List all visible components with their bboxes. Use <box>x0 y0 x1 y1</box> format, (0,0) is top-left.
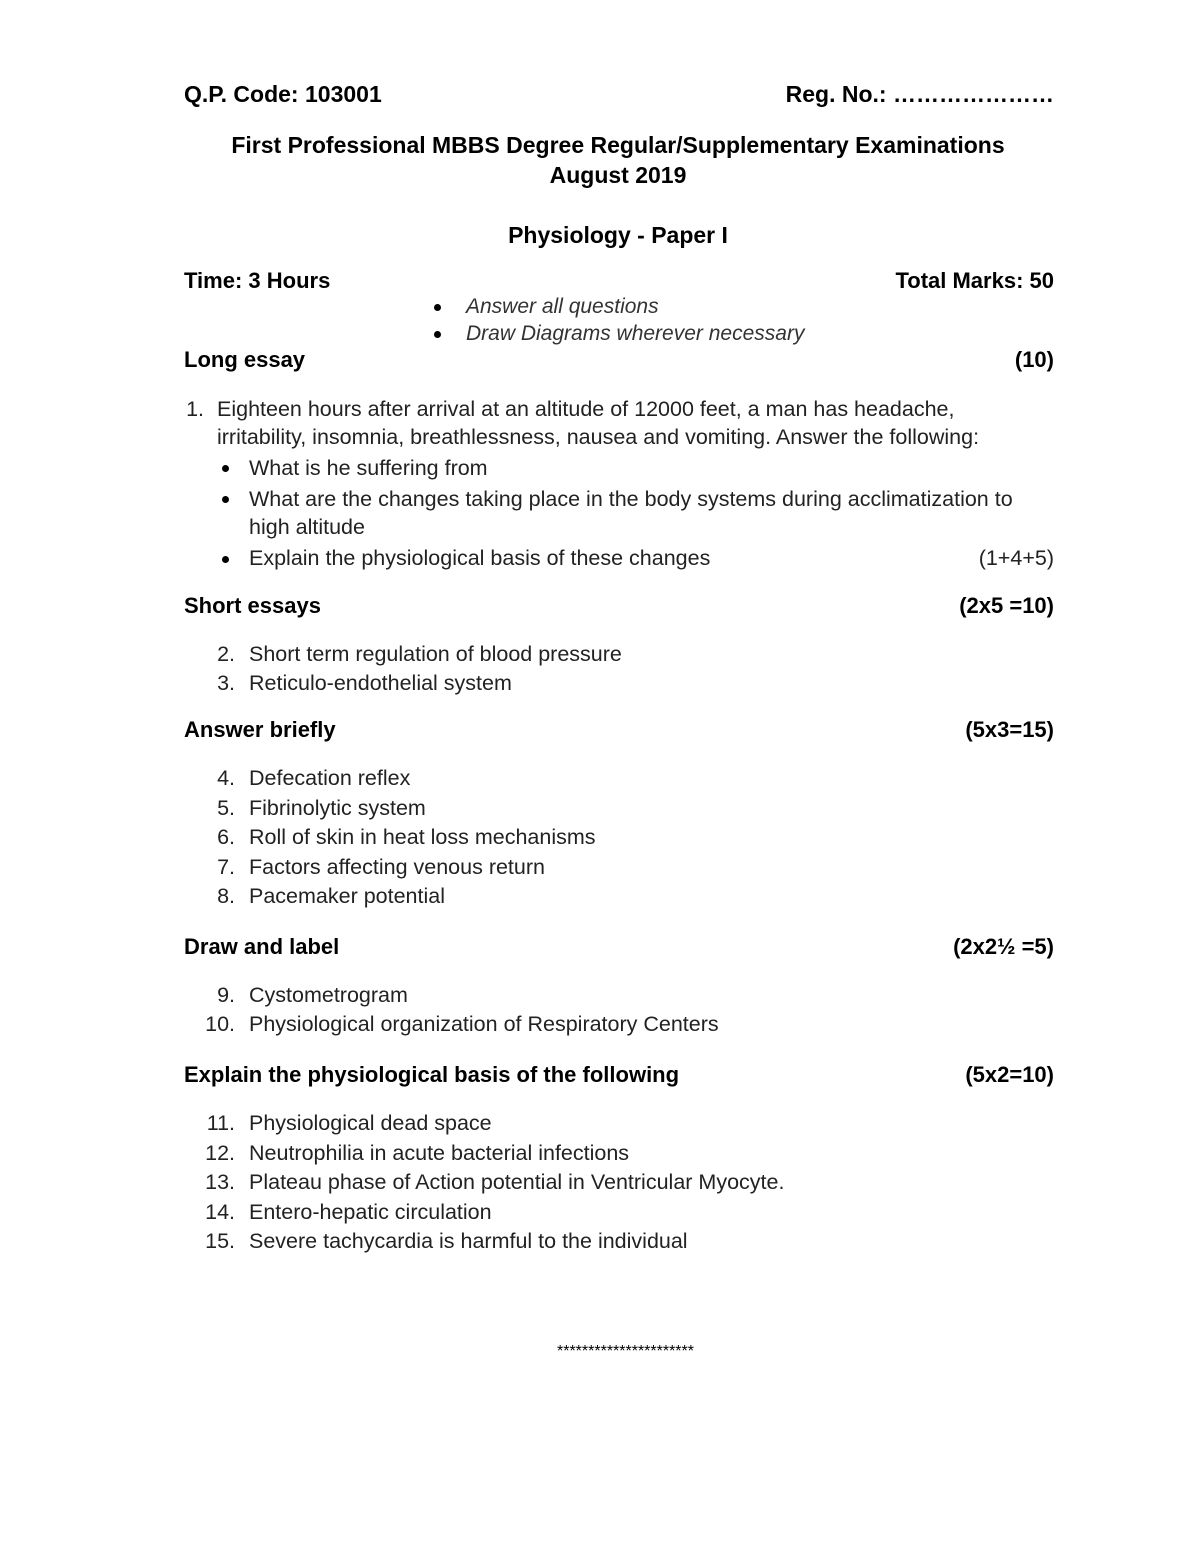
question-text: Physiological dead space <box>249 1111 492 1135</box>
question-number: 6. <box>217 825 235 849</box>
question-number: 15. <box>205 1229 235 1253</box>
question-number: 10. <box>205 1012 235 1036</box>
question-text: Neutrophilia in acute bacterial infections <box>249 1141 630 1165</box>
question-text: Entero-hepatic circulation <box>249 1200 492 1224</box>
exam-date: August 2019 <box>549 162 687 188</box>
question-number: 8. <box>217 884 235 908</box>
sub-question: What are the changes taking place in the body systems during acclimatization to <box>249 487 1013 511</box>
question-text: Cystometrogram <box>249 983 408 1007</box>
question-number: 11. <box>206 1111 235 1135</box>
question-text: Pacemaker potential <box>249 884 445 908</box>
time-label: Time: 3 Hours <box>184 268 331 293</box>
question-text: Short term regulation of blood pressure <box>249 642 622 666</box>
bullet-icon <box>222 556 229 563</box>
total-marks: Total Marks: 50 <box>895 268 1054 293</box>
section-heading: Answer briefly <box>184 717 336 742</box>
question-number: 7. <box>217 855 235 879</box>
question-text: Factors affecting venous return <box>249 855 545 879</box>
question-text: Fibrinolytic system <box>249 796 426 820</box>
section-heading: Short essays <box>184 593 321 618</box>
exam-title: First Professional MBBS Degree Regular/Supplementary Examinations <box>231 132 1005 158</box>
question-number: 5. <box>217 796 235 820</box>
section-heading: Long essay <box>184 347 306 372</box>
sub-marks: (1+4+5) <box>978 546 1054 570</box>
bullet-icon <box>222 465 229 472</box>
section-heading: Draw and label <box>184 934 340 959</box>
end-marker: ********************** <box>557 1343 694 1360</box>
section-marks: (5x3=15) <box>965 717 1054 742</box>
question-text: irritability, insomnia, breathlessness, nausea and vomiting. Answer the following: <box>217 425 980 449</box>
qp-code: Q.P. Code: 103001 <box>184 81 382 107</box>
question-number: 1. <box>186 397 204 421</box>
question-text: Defecation reflex <box>249 766 411 790</box>
section-marks: (5x2=10) <box>965 1062 1054 1087</box>
question-text: Reticulo-endothelial system <box>249 671 512 695</box>
section-marks: (10) <box>1014 347 1054 372</box>
sub-question: high altitude <box>249 515 365 539</box>
question-text: Severe tachycardia is harmful to the individual <box>249 1229 688 1253</box>
section-heading: Explain the physiological basis of the following <box>184 1062 680 1087</box>
question-number: 3. <box>217 671 235 695</box>
question-text: Physiological organization of Respiratory Centers <box>249 1012 719 1036</box>
question-text: Plateau phase of Action potential in Ventricular Myocyte. <box>249 1170 785 1194</box>
question-number: 9. <box>217 983 235 1007</box>
reg-no: Reg. No.: ………………… <box>785 81 1054 107</box>
question-number: 13. <box>205 1170 235 1194</box>
question-text: Eighteen hours after arrival at an altitude of 12000 feet, a man has headache, <box>217 397 955 421</box>
sub-question: Explain the physiological basis of these changes <box>249 546 711 570</box>
bullet-icon <box>222 496 229 503</box>
bullet-icon <box>434 331 441 338</box>
instruction-item: Draw Diagrams wherever necessary <box>466 322 805 345</box>
question-text: Roll of skin in heat loss mechanisms <box>249 825 596 849</box>
question-number: 12. <box>205 1141 235 1165</box>
subject-title: Physiology - Paper I <box>508 222 728 248</box>
question-number: 2. <box>217 642 235 666</box>
section-marks: (2x2½ =5) <box>953 934 1054 959</box>
sub-question: What is he suffering from <box>249 456 488 480</box>
question-number: 14. <box>205 1200 235 1224</box>
question-number: 4. <box>217 766 235 790</box>
instruction-item: Answer all questions <box>466 295 659 318</box>
bullet-icon <box>434 304 441 311</box>
section-marks: (2x5 =10) <box>959 593 1054 618</box>
